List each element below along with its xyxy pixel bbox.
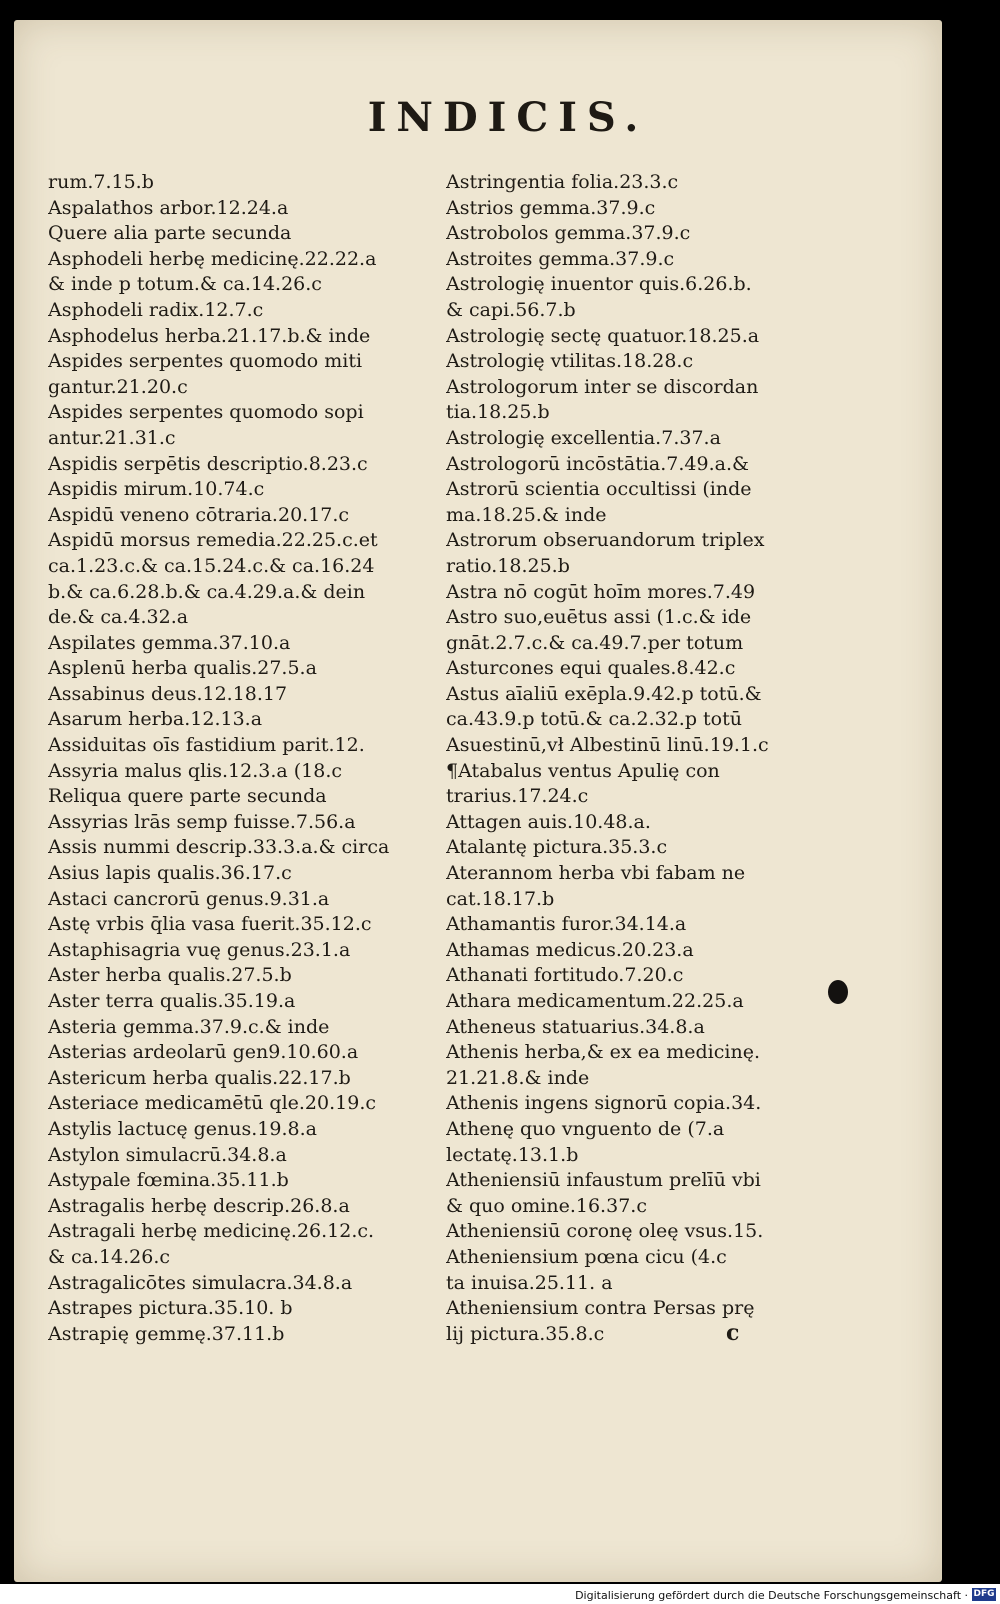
digitization-credit: Digitalisierung gefördert durch die Deutsche Forschungsgemeinschaft ·	[575, 1589, 968, 1602]
index-entry: Astrobolos gemma.37.9.c	[446, 222, 691, 245]
index-entry: Atheniensium pœna cicu (4.c	[446, 1245, 727, 1268]
index-entry: ratio.18.25.b	[446, 554, 570, 577]
index-entry: & capi.56.7.b	[446, 298, 576, 321]
index-entry: Asphodeli radix.12.7.c	[48, 298, 264, 321]
index-entry: Astrapię gemmę.37.11.b	[48, 1322, 285, 1345]
index-entry: Assis nummi descrip.33.3.a.& circa	[48, 836, 390, 859]
index-entry: Astylon simulacrū.34.8.a	[48, 1143, 287, 1166]
index-entry: Asphodeli herbę medicinę.22.22.a	[48, 247, 377, 270]
index-entry: Astragalis herbę descrip.26.8.a	[48, 1194, 350, 1217]
ink-blot	[828, 980, 848, 1004]
index-entry: Athamantis furor.34.14.a	[446, 913, 687, 936]
index-entry: Asteria gemma.37.9.c.& inde	[48, 1015, 330, 1038]
index-entry: Astragalicōtes simulacra.34.8.a	[48, 1271, 353, 1294]
page-header: INDICIS.	[367, 94, 649, 141]
index-entry: Astypale fœmina.35.11.b	[48, 1169, 289, 1192]
index-entry: Assyria malus qlis.12.3.a (18.c	[48, 759, 343, 782]
index-entry: Aspides serpentes quomodo sopi	[48, 401, 364, 424]
index-entry: Astericum herba qualis.22.17.b	[48, 1066, 351, 1089]
index-entry: Astrologorū incōstātia.7.49.a.&	[446, 452, 749, 475]
index-entry: cat.18.17.b	[446, 887, 555, 910]
index-entry: Reliqua quere parte secunda	[48, 785, 327, 808]
index-entry: Assyrias lrās semp fuisse.7.56.a	[48, 810, 356, 833]
index-entry: Atalantę pictura.35.3.c	[446, 836, 668, 859]
index-entry: Astrapes pictura.35.10. b	[48, 1297, 293, 1320]
index-entry: Aterannom herba vbi fabam ne	[446, 862, 746, 885]
index-entry: Astringentia folia.23.3.c	[446, 171, 679, 193]
index-entry: Athenis ingens signorū copia.34.	[446, 1092, 762, 1115]
index-column-right	[446, 170, 846, 1347]
index-entry: Athara medicamentum.22.25.a	[446, 990, 744, 1012]
index-entry: Astaci cancrorū genus.9.31.a	[48, 887, 330, 910]
index-entry: Astaphisagria vuę genus.23.1.a	[48, 938, 351, 961]
index-entry: Astrios gemma.37.9.c	[446, 196, 656, 219]
index-entry: Astrologorum inter se discordan	[446, 375, 759, 398]
index-entry: Aspilates gemma.37.10.a	[48, 631, 291, 654]
index-entry: Asphodelus herba.21.17.b.& inde	[48, 324, 371, 347]
index-entry: Aster herba qualis.27.5.b	[48, 964, 292, 987]
index-entry: Asterias ardeolarū gen9.10.60.a	[48, 1041, 359, 1064]
index-entry: Astrologię sectę quatuor.18.25.a	[446, 324, 760, 347]
index-entry: Astrologię vtilitas.18.28.c	[446, 350, 694, 373]
index-entry: lectatę.13.1.b	[446, 1143, 579, 1166]
index-entry: Astylis lactucę genus.19.8.a	[48, 1117, 317, 1140]
index-entry: Atheneus statuarius.34.8.a	[446, 1015, 705, 1038]
index-entry: ca.1.23.c.& ca.15.24.c.& ca.16.24	[48, 554, 375, 577]
index-entry: ¶Atabalus ventus Apulię con	[446, 759, 720, 782]
index-column-left	[48, 170, 458, 1347]
index-entry: Astę vrbis q̄lia vasa fuerit.35.12.c	[48, 913, 372, 936]
index-entry: Asplenū herba qualis.27.5.a	[48, 657, 317, 680]
index-entry: trarius.17.24.c	[446, 785, 589, 808]
index-entry: & inde p totum.& ca.14.26.c	[48, 273, 322, 296]
index-entry: gantur.21.20.c	[48, 375, 188, 398]
index-entry: ta inuisa.25.11. a	[446, 1271, 613, 1294]
index-entry: Astragali herbę medicinę.26.12.c.	[48, 1220, 375, 1243]
index-entry: Atheniensiū infaustum prelīū vbi	[446, 1169, 761, 1192]
index-entry: Asarum herba.12.13.a	[48, 708, 263, 731]
footer-bar	[0, 1584, 1000, 1604]
index-entry: Athamas medicus.20.23.a	[446, 938, 694, 961]
signature-mark: c	[726, 1320, 740, 1346]
index-entry: Aster terra qualis.35.19.a	[48, 990, 296, 1012]
index-entry: Attagen auis.10.48.a.	[446, 810, 651, 833]
index-entry: Asteriace medicamētū qle.20.19.c	[48, 1092, 377, 1115]
index-entry: Asuestinū,vł Albestinū linū.19.1.c	[446, 734, 769, 757]
index-entry: Astrologię excellentia.7.37.a	[446, 426, 721, 449]
index-entry: Aspidis serpētis descriptio.8.23.c	[48, 452, 368, 475]
index-entry: Astra nō cogūt hoīm mores.7.49	[446, 580, 756, 603]
index-entry: Astroites gemma.37.9.c	[446, 247, 675, 270]
index-entry: b.& ca.6.28.b.& ca.4.29.a.& dein	[48, 580, 366, 603]
index-entry: ma.18.25.& inde	[446, 503, 607, 526]
index-entry: Atheniensiū coronę oleę vsus.15.	[446, 1220, 764, 1243]
index-entry: 21.21.8.& inde	[446, 1066, 590, 1089]
index-entry: Athenis herba,& ex ea medicinę.	[446, 1041, 761, 1064]
index-entry: Asius lapis qualis.36.17.c	[48, 862, 292, 885]
index-entry: Aspidū veneno cōtraria.20.17.c	[48, 503, 350, 526]
index-entry: de.& ca.4.32.a	[48, 606, 189, 629]
index-entry: Athenę quo vnguento de (7.a	[446, 1117, 725, 1140]
index-entry: Astrorū scientia occultissi (inde	[446, 478, 752, 501]
book-page	[14, 20, 942, 1582]
index-entry: Assiduitas oīs fastidium parit.12.	[48, 734, 365, 757]
index-entry: Astro suo,euētus assi (1.c.& ide	[446, 606, 752, 629]
index-entry: Aspidū morsus remedia.22.25.c.et	[48, 529, 378, 552]
index-entry: & ca.14.26.c	[48, 1245, 171, 1268]
index-entry: Assabinus deus.12.18.17	[48, 682, 288, 705]
index-entry: antur.21.31.c	[48, 426, 176, 449]
index-entry: Asturcones equi quales.8.42.c	[446, 657, 736, 680]
index-entry: ca.43.9.p totū.& ca.2.32.p totū	[446, 708, 742, 731]
index-entry: Astrorum obseruandorum triplex	[446, 529, 765, 552]
index-entry: Aspides serpentes quomodo miti	[48, 350, 363, 373]
dfg-logo: DFG	[973, 1589, 995, 1599]
index-entry: gnāt.2.7.c.& ca.49.7.per totum	[446, 631, 744, 654]
index-entry: & quo omine.16.37.c	[446, 1194, 647, 1217]
index-entry: Aspalathos arbor.12.24.a	[48, 196, 289, 219]
index-entry: Astus aīaliū exēpla.9.42.p totū.&	[446, 682, 762, 705]
index-entry: Astrologię inuentor quis.6.26.b.	[446, 273, 752, 296]
index-entry: Athanati fortitudo.7.20.c	[446, 964, 684, 987]
index-entry: Atheniensium contra Persas prę	[446, 1297, 755, 1320]
index-entry: Aspidis mirum.10.74.c	[48, 478, 265, 501]
index-entry: rum.7.15.b	[48, 171, 154, 193]
index-entry: lij pictura.35.8.c	[446, 1322, 605, 1345]
index-entry: tia.18.25.b	[446, 401, 550, 424]
index-entry: Quere alia parte secunda	[48, 222, 292, 245]
